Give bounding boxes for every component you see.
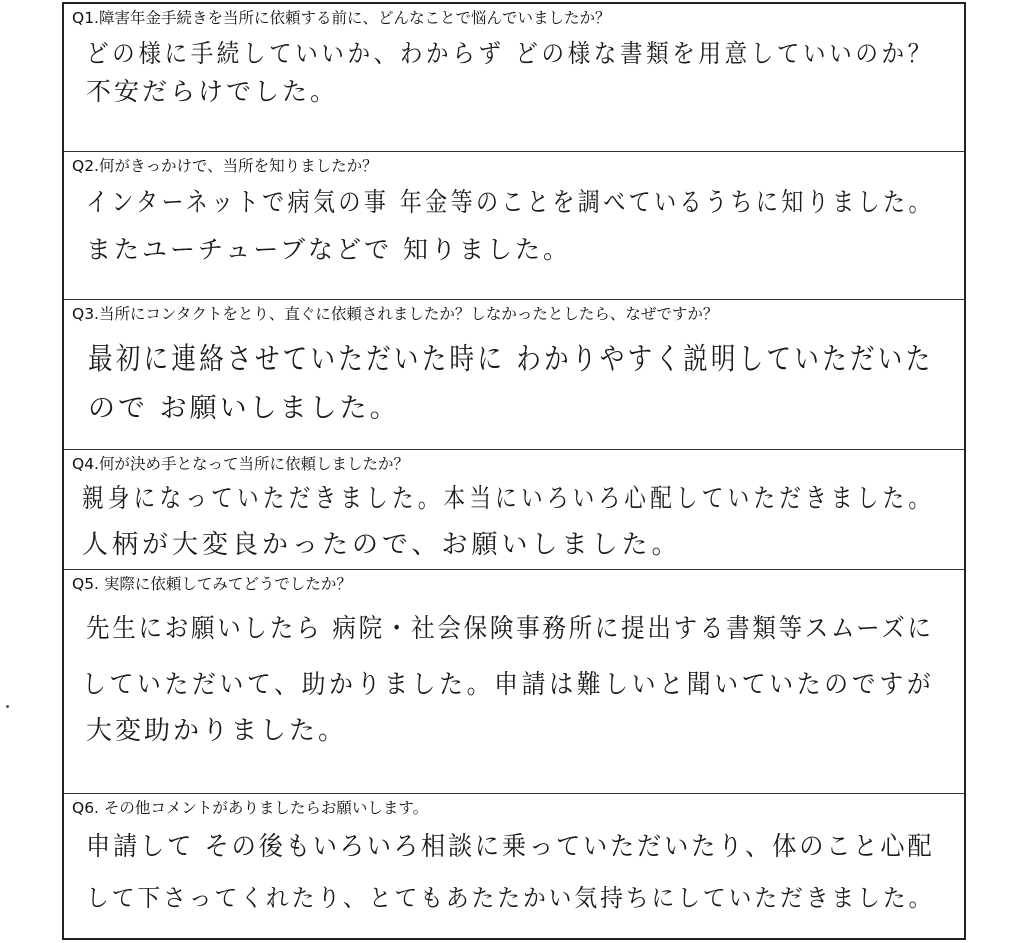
- answer-3-line-2: ので お願いしました。: [88, 393, 400, 424]
- answer-1-line-1: どの様に手続していいか、わからず どの様な書類を用意していいのか？: [86, 39, 934, 68]
- question-1-text: Q1.障害年金手続きを当所に依頼する前に、どんなことで悩んでいましたか？: [72, 9, 611, 27]
- answer-4-line-2: 人柄が大変良かったので、お願いしました。: [82, 530, 682, 560]
- question-section-5: [64, 570, 964, 794]
- question-4-text: Q4.何が決め手となって当所に依頼しましたか？: [72, 455, 409, 473]
- question-section-4: [64, 450, 964, 570]
- answer-2-line-2: またユーチューブなどで 知りました。: [86, 235, 571, 264]
- question-5-text: Q5. 実際に依頼してみてどうでしたか？: [72, 575, 352, 593]
- answer-4-line-1: 親身になっていただきました。本当にいろいろ心配していただきました。: [82, 484, 935, 514]
- answer-1-line-2: 不安だらけでした。: [86, 77, 339, 106]
- answer-5-line-2: していただいて、助かりました。申請は難しいと聞いていたのですが: [82, 670, 935, 700]
- question-3-text: Q3.当所にコンタクトをとり、直ぐに依頼されましたか？しなかったとしたら、なぜですか？: [72, 305, 719, 323]
- question-section-2: [64, 152, 964, 300]
- question-2-text: Q2.何がきっかけで、当所を知りましたか？: [72, 157, 378, 175]
- answer-6-line-1: 申請して その後もいろいろ相談に乗っていただいたり、体のこと心配: [86, 832, 935, 862]
- answer-5-line-3: 大変助かりました。: [86, 716, 348, 746]
- stray-ink-mark: [6, 705, 9, 708]
- question-section-1: [64, 4, 964, 152]
- answer-2-line-1: インターネットで病気の事 年金等のことを調べているうちに知りました。: [86, 188, 934, 218]
- answer-3-line-1: 最初に連絡させていただいた時に わかりやすく説明していただいた: [88, 342, 934, 377]
- answer-6-line-2: して下さってくれたり、とてもあたたかい気持ちにしていただきました。: [86, 884, 935, 912]
- answer-5-line-1: 先生にお願いしたら 病院・社会保険事務所に提出する書類等スムーズに: [86, 614, 934, 644]
- question-section-6: [64, 794, 964, 940]
- questionnaire-sheet: [62, 2, 966, 940]
- question-6-text: Q6. その他コメントがありましたらお願いします。: [72, 799, 429, 817]
- question-section-3: [64, 300, 964, 450]
